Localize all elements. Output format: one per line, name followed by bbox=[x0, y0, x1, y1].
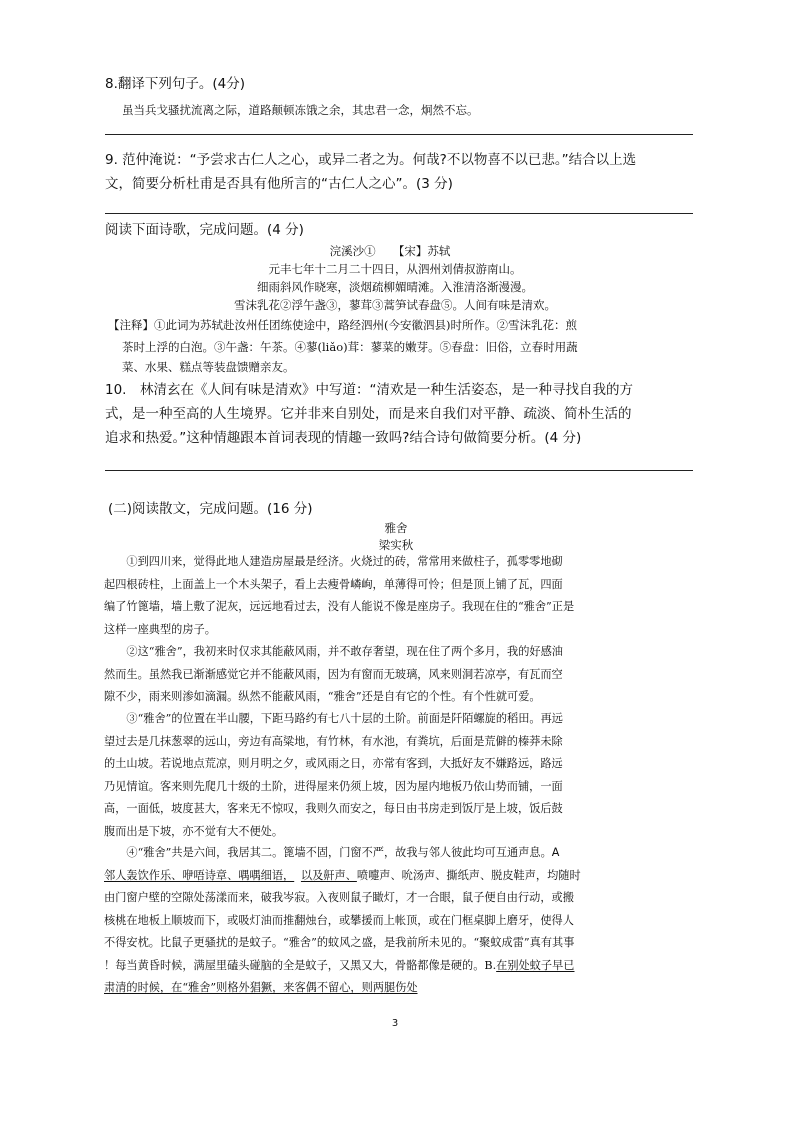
marker-a: A bbox=[551, 846, 560, 859]
paragraph-text: 喷嚏声、吮汤声、撕纸声、脱皮鞋声，均随时 bbox=[356, 868, 581, 882]
paragraph-line: 望过去是几抹葱翠的远山，旁边有高粱地，有竹林，有水池，有粪坑，后面是荒僻的榛莽未除 bbox=[104, 734, 563, 748]
underlined-text-b2: 肃清的时候，在“雅舍”则格外猖獗，来客偶不留心，则两腿伤处 bbox=[104, 981, 418, 994]
q9-line-1: 9. 范仲淹说：“予尝求古仁人之心，或异二者之为。何哉?不以物喜不以已悲。”结合以上选 bbox=[105, 152, 637, 168]
paragraph-text: ④“雅舍”共是六间，我居其二。篦墙不固，门窗不严，故我与邻人彼此均可互通声息。 bbox=[126, 846, 552, 859]
paragraph-line: 的土山坡。若说地点荒凉，则月明之夕，或风雨之日，亦常有客到，大抵好友不嫌路远，路远 bbox=[104, 757, 563, 770]
answer-line bbox=[105, 134, 693, 135]
paragraph-line: ②这“雅舍”，我初来时仅求其能蔽风雨，并不敢存奢望，现在住了两个多月，我的好感油 bbox=[126, 645, 563, 658]
q8-title: 8.翻译下列句子。(4分) bbox=[105, 76, 246, 92]
poem-section-intro: 阅读下面诗歌，完成问题。(4 分) bbox=[105, 222, 304, 238]
poem-note-1: 【注释】①此词为苏轼赴汝州任团练使途中，路经泗州(今安徽泗县)时所作。②雪沫乳花：煎 bbox=[108, 318, 577, 332]
answer-line bbox=[105, 213, 693, 214]
paragraph-line bbox=[104, 955, 694, 978]
paragraph-line: 不得安枕。比鼠子更骚扰的是蚊子。“雅舍”的蚊风之盛，是我前所未见的。“聚蚊成雷”真有其事 bbox=[104, 936, 575, 949]
poem-line-2: 细雨斜风作晓寒，淡烟疏柳媚晴滩。入淮清洛渐漫漫。 bbox=[257, 280, 533, 294]
paragraph-line: 核桃在地板上顺坡而下，或吸灯油而推翻烛台，或攀援而上帐顶，或在门框桌脚上磨牙，使得人 bbox=[104, 913, 574, 927]
q10-line-3: 追求和热爱。”这种情趣跟本首词表现的情趣一致吗?结合诗句做简要分析。(4 分) bbox=[105, 430, 582, 446]
underlined-text-a2: 以及鼾声、 bbox=[300, 868, 357, 882]
paragraph-line: 编了竹篦墙，墙上敷了泥灰，远远地看过去，没有人能说不像是座房子。我现在住的“雅舍”正是 bbox=[104, 600, 575, 613]
answer-line bbox=[105, 470, 693, 471]
essay-paragraph-2 bbox=[104, 641, 694, 709]
essay-paragraph-1 bbox=[104, 551, 694, 641]
poem-line-1: 元丰七年十二月二十四日，从泗州刘倩叔游南山。 bbox=[268, 262, 522, 276]
paragraph-line: 起四根砖柱，上面盖上一个木头架子，看上去瘦骨嶙峋，单薄得可怜；但是顶上铺了瓦，四面 bbox=[104, 577, 563, 591]
underlined-text-b: 在别处蚊子早已 bbox=[496, 958, 575, 972]
paragraph-line: 然而生。虽然我已渐渐感觉它并不能蔽风雨，因为有窗而无玻璃，风来则洞若凉亭，有瓦而空 bbox=[104, 667, 563, 681]
paragraph-line: 高，一面低，坡度甚大，客来无不惊叹，我则久而安之，每日由书房走到饭厅是上坡，饭后鼓 bbox=[104, 802, 563, 815]
paragraph-line: 隙不少，雨来则渗如滴漏。纵然不能蔽风雨，“雅舍”还是自有它的个性。有个性就可爱。 bbox=[104, 690, 541, 703]
page-number: 3 bbox=[391, 1018, 399, 1029]
essay-title: 雅舍 bbox=[384, 521, 408, 535]
poem-line-3: 雪沫乳花②浮午盏③，蓼茸③蒿笋试春盘⑤。人间有味是清欢。 bbox=[234, 298, 556, 312]
paragraph-line: 由门窗户壁的空隙处荡漾而来，破我岑寂。入夜则鼠子瞰灯，才一合眼，鼠子便自由行动，或搬 bbox=[104, 891, 574, 904]
q10-line-2: 式，是一种至高的人生境界。它并非来自别处，而是来自我们对平静、疏淡、简朴生活的 bbox=[105, 406, 632, 422]
essay-paragraph-3 bbox=[104, 708, 694, 843]
essay-paragraph-4 bbox=[104, 842, 694, 1000]
paragraph-text: ！每当黄昏时候，满屋里磕头碰脑的全是蚊子，又黑又大，骨骼都像是硬的。B. bbox=[104, 958, 497, 972]
paragraph-line bbox=[104, 977, 694, 1000]
essay-author: 梁实秋 bbox=[378, 538, 414, 552]
paragraph-line bbox=[104, 865, 694, 888]
q9-line-2: 文，简要分析杜甫是否具有他所言的“古仁人之心”。(3 分) bbox=[105, 176, 453, 192]
poem-title: 浣溪沙① 【宋】苏轼 bbox=[329, 244, 451, 258]
poem-note-3: 菜、水果、糕点等装盘馈赠亲友。 bbox=[122, 360, 295, 374]
q10-line-1: 10. 林清玄在《人间有味是清欢》中写道：“清欢是一种生活姿态，是一种寻找自我的方 bbox=[105, 382, 633, 398]
paragraph-line: 乃见情谊。客来则先爬几十级的土阶，进得屋来仍须上坡，因为屋内地板乃依山势而铺，一面 bbox=[104, 779, 563, 793]
paragraph-line bbox=[104, 842, 694, 865]
paragraph-line: ①到四川来，觉得此地人建造房屋最是经济。火烧过的砖，常常用来做柱子，孤零零地砌 bbox=[126, 555, 563, 568]
essay-section-intro: (二)阅读散文，完成问题。(16 分) bbox=[108, 501, 313, 517]
poem-note-2: 茶时上浮的白泡。③午盏：午茶。④蓼(liǎo)茸：蓼菜的嫩芽。⑤春盘：旧俗，立春时用蔬 bbox=[122, 340, 578, 354]
paragraph-line: 腹而出是下坡，亦不觉有大不便处。 bbox=[104, 824, 284, 838]
paragraph-line: 这样一座典型的房子。 bbox=[104, 622, 216, 636]
q8-sentence: 虽当兵戈骚扰流离之际，道路颠顿冻饿之余，其忠君一念，炯然不忘。 bbox=[122, 103, 479, 117]
underlined-text-a: 邻人轰饮作乐、咿唔诗章、喁喁细语， bbox=[104, 868, 295, 882]
paragraph-line: ③“雅舍”的位置在半山腰，下距马路约有七八十层的土阶。前面是阡陌螺旋的稻田。再远 bbox=[126, 712, 563, 725]
